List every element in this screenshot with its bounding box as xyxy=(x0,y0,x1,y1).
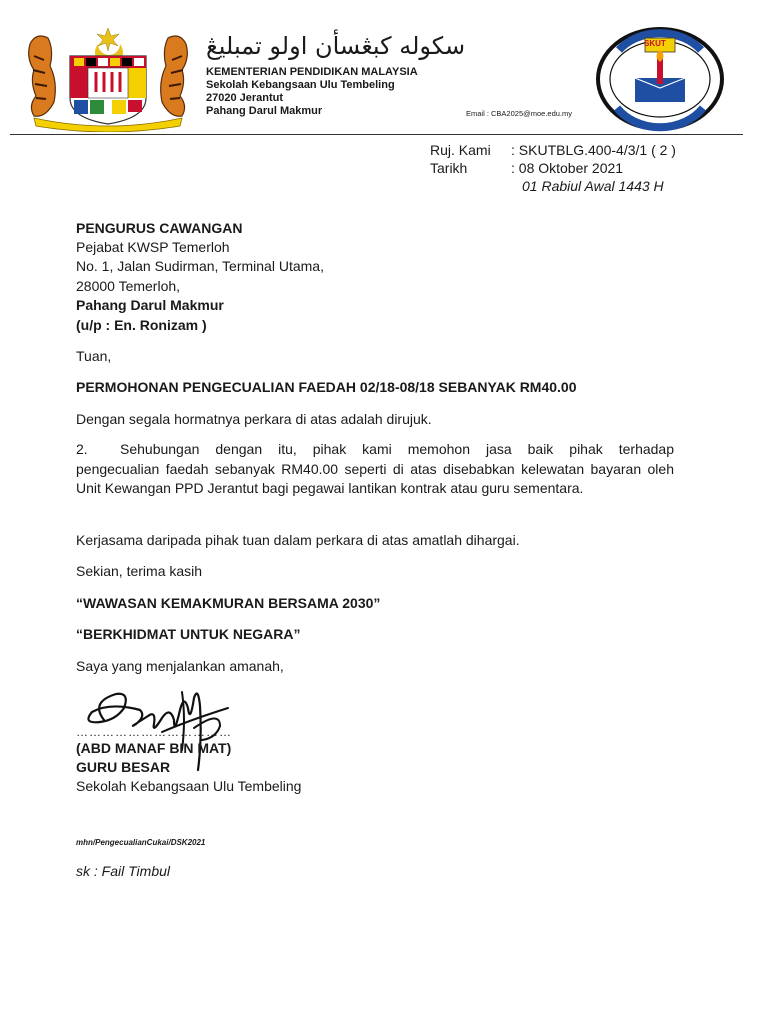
signatory-position: GURU BESAR xyxy=(76,759,171,775)
recipient-state: Pahang Darul Makmur xyxy=(76,297,224,313)
paragraph-2-first-line: Sehubungan dengan itu, pihak kami memohon jasa baik pihak terhadap xyxy=(120,441,674,457)
date-label: Tarikh xyxy=(430,160,468,176)
recipient-postcode: 28000 Temerloh, xyxy=(76,278,181,294)
slogan-berkhidmat: “BERKHIDMAT UNTUK NEGARA” xyxy=(76,626,301,642)
school-name: Sekolah Kebangsaan Ulu Tembeling xyxy=(206,79,395,91)
recipient-title: PENGURUS CAWANGAN xyxy=(76,220,243,236)
closing-text: Sekian, terima kasih xyxy=(76,563,203,579)
signatory-school: Sekolah Kebangsaan Ulu Tembeling xyxy=(76,778,302,794)
paragraph-2-number: 2. xyxy=(76,441,88,457)
date-value: : 08 Oktober 2021 xyxy=(511,160,624,176)
skut-logo-label: SKUT xyxy=(644,39,666,48)
recipient-attention: (u/p : En. Ronizam ) xyxy=(76,317,207,333)
file-reference: mhn/PengecualianCukai/DSK2021 xyxy=(76,838,206,847)
paragraph-2 xyxy=(76,440,674,499)
slogan-wawasan: “WAWASAN KEMAKMURAN BERSAMA 2030” xyxy=(76,595,381,611)
signatory-name: (ABD MANAF BIN MAT) xyxy=(76,740,232,756)
recipient-street: No. 1, Jalan Sudirman, Terminal Utama, xyxy=(76,258,324,274)
ref-value: : SKUTBLG.400-4/3/1 ( 2 ) xyxy=(511,142,676,158)
signature-dots: ……………………………… xyxy=(76,725,232,739)
paragraph-3: Kerjasama daripada pihak tuan dalam perkara di atas amatlah dihargai. xyxy=(76,532,520,548)
sign-off: Saya yang menjalankan amanah, xyxy=(76,658,284,674)
school-postcode-town: 27020 Jerantut xyxy=(206,92,284,104)
salutation: Tuan, xyxy=(76,348,112,364)
header-divider xyxy=(10,134,743,135)
recipient-office: Pejabat KWSP Temerloh xyxy=(76,239,230,255)
hijri-date: 01 Rabiul Awal 1443 H xyxy=(522,178,664,194)
ref-label: Ruj. Kami xyxy=(430,142,491,158)
malaysia-coat-of-arms xyxy=(24,26,192,132)
paragraph-2-rest: pengecualian faedah sebanyak RM40.00 seperti di atas disebabkan kelewatan bayaran oleh Unit Kewangan PPD Jerantut bagi pegawai lantikan kontrak atau guru sementara. xyxy=(76,460,674,496)
school-email: Email : CBA2025@moe.edu.my xyxy=(466,109,572,118)
letter-subject: PERMOHONAN PENGECUALIAN FAEDAH 02/18-08/18 SEBANYAK RM40.00 xyxy=(76,379,577,395)
school-state: Pahang Darul Makmur xyxy=(206,105,323,117)
paragraph-1: Dengan segala hormatnya perkara di atas adalah dirujuk. xyxy=(76,411,432,427)
ministry-name: KEMENTERIAN PENDIDIKAN MALAYSIA xyxy=(206,66,418,78)
jawi-school-name: سکوله کبڠسأن اولو تمبليڠ xyxy=(206,32,466,60)
carbon-copy: sk : Fail Timbul xyxy=(76,863,171,879)
